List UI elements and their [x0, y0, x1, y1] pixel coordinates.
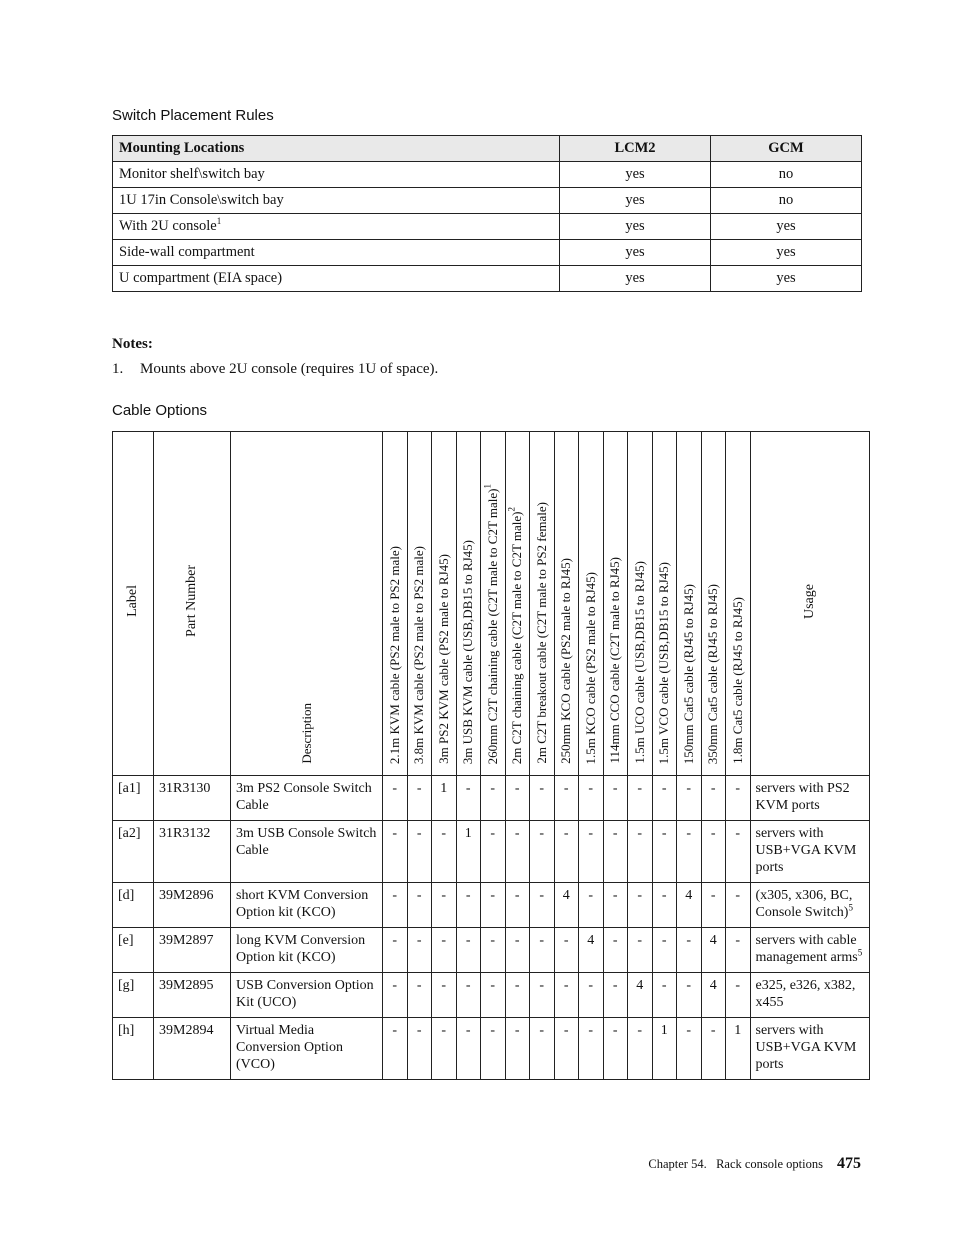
note-text: Mounts above 2U console (requires 1U of space). [140, 361, 439, 377]
cell-quantity: - [505, 928, 530, 973]
location-text: With 2U console [119, 218, 217, 234]
header-cable-1-text-wrap [387, 540, 403, 770]
cell-label: [d] [113, 883, 154, 928]
page-footer [648, 1155, 861, 1173]
usage-text: servers with USB+VGA KVM ports [755, 1023, 857, 1072]
header-cable-15-text: 1.8m Cat5 cable (RJ45 to RJ45) [729, 597, 745, 764]
header-label [113, 432, 154, 776]
cell-location [113, 214, 560, 240]
usage-text: servers with USB+VGA KVM ports [755, 826, 857, 875]
switch-table-row [113, 188, 862, 214]
usage-text: servers with PS2 KVM ports [755, 781, 850, 813]
cell-usage [750, 973, 870, 1018]
header-cable-1 [383, 432, 408, 776]
cell-quantity: - [407, 821, 432, 883]
cell-part-number: 31R3132 [154, 821, 231, 883]
switch-table-row [113, 240, 862, 266]
cable-table-header-row [113, 432, 870, 776]
cell-quantity: - [530, 821, 555, 883]
cell-quantity: - [407, 928, 432, 973]
cell-quantity: - [481, 821, 506, 883]
cell-quantity: - [505, 776, 530, 821]
header-cable-13 [677, 432, 702, 776]
cell-quantity: - [628, 821, 653, 883]
cell-quantity: - [726, 973, 751, 1018]
cell-part-number: 39M2895 [154, 973, 231, 1018]
cell-description: long KVM Conversion Option kit (KCO) [231, 928, 383, 973]
header-lcm2: LCM2 [560, 136, 711, 162]
cell-lcm2: yes [560, 240, 711, 266]
header-gcm: GCM [711, 136, 862, 162]
cell-usage [750, 776, 870, 821]
cell-quantity: - [554, 1018, 579, 1080]
cell-label: [a1] [113, 776, 154, 821]
cell-lcm2: yes [560, 162, 711, 188]
cable-table-row [113, 1018, 870, 1080]
header-usage-text-wrap [802, 584, 818, 619]
header-description-text: Description [298, 703, 314, 764]
cell-quantity: - [432, 821, 457, 883]
header-cable-4-text: 3m USB KVM cable (USB,DB15 to RJ45) [460, 539, 476, 764]
header-cable-5 [481, 432, 506, 776]
cell-quantity: - [456, 776, 481, 821]
header-cable-5-text-wrap [482, 478, 501, 770]
header-cable-2-text: 3.8m KVM cable (PS2 male to PS2 male) [411, 545, 427, 764]
cable-table-row [113, 973, 870, 1018]
cell-quantity: - [579, 883, 604, 928]
cell-quantity: - [628, 1018, 653, 1080]
header-cable-3-text: 3m PS2 KVM cable (PS2 male to RJ45) [435, 554, 451, 764]
cell-quantity: - [554, 776, 579, 821]
cell-quantity: 4 [628, 973, 653, 1018]
cable-table-row [113, 883, 870, 928]
cell-quantity: - [652, 821, 677, 883]
cell-quantity: 4 [579, 928, 604, 973]
header-cable-7-text: 2m C2T breakout cable (C2T male to PS2 female) [533, 502, 549, 764]
cell-gcm: no [711, 162, 862, 188]
header-cable-14-text-wrap [705, 578, 721, 770]
cell-quantity: - [456, 928, 481, 973]
cell-quantity: - [432, 973, 457, 1018]
cell-quantity: 4 [701, 928, 726, 973]
cell-quantity: - [603, 776, 628, 821]
header-cable-6-text: 2m C2T chaining cable (C2T male to C2T male) [509, 511, 525, 764]
cell-usage [750, 821, 870, 883]
chapter-title: Chapter 54. Rack console options [648, 1157, 823, 1171]
cell-quantity: - [701, 883, 726, 928]
cell-description: short KVM Conversion Option kit (KCO) [231, 883, 383, 928]
cell-part-number: 39M2896 [154, 883, 231, 928]
cell-quantity: - [652, 883, 677, 928]
cell-quantity: - [383, 928, 408, 973]
switch-table-header-row [113, 136, 862, 162]
cell-quantity: - [603, 1018, 628, 1080]
cell-quantity: - [554, 973, 579, 1018]
cell-quantity: - [530, 973, 555, 1018]
cell-description: 3m PS2 Console Switch Cable [231, 776, 383, 821]
cell-quantity: - [603, 973, 628, 1018]
header-cable-11-text-wrap [632, 555, 648, 770]
cell-quantity: - [383, 973, 408, 1018]
footnote-ref: 1 [216, 216, 222, 227]
header-cable-14 [701, 432, 726, 776]
cell-quantity: - [481, 1018, 506, 1080]
cell-quantity: 1 [456, 821, 481, 883]
cell-quantity: - [505, 1018, 530, 1080]
switch-placement-heading: Switch Placement Rules [112, 107, 274, 124]
header-cable-9-text: 1.5m KCO cable (PS2 male to RJ45) [582, 571, 598, 764]
cell-location [113, 240, 560, 266]
cell-quantity: - [432, 883, 457, 928]
header-label-text-wrap [125, 585, 141, 617]
switch-table-row [113, 162, 862, 188]
cell-quantity: - [407, 973, 432, 1018]
cell-quantity: - [579, 821, 604, 883]
note-item [112, 361, 438, 378]
header-cable-12 [652, 432, 677, 776]
cell-quantity: - [530, 1018, 555, 1080]
footnote-ref: 2 [506, 506, 517, 512]
switch-table-row [113, 266, 862, 292]
header-part-number-text-wrap [184, 565, 200, 637]
location-text: 1U 17in Console\switch bay [119, 192, 284, 208]
header-cable-8 [554, 432, 579, 776]
cell-label: [e] [113, 928, 154, 973]
header-mounting-locations: Mounting Locations [113, 136, 560, 162]
footnote-ref: 1 [482, 483, 493, 489]
header-cable-3 [432, 432, 457, 776]
cell-location [113, 266, 560, 292]
header-cable-13-text-wrap [681, 578, 697, 770]
cell-location [113, 162, 560, 188]
cell-quantity: - [726, 928, 751, 973]
cell-quantity: - [456, 883, 481, 928]
page-number: 475 [837, 1155, 861, 1172]
location-text: Monitor shelf\switch bay [119, 166, 265, 182]
header-cable-5-text: 260mm C2T chaining cable (C2T male to C2T male) [484, 488, 500, 764]
cell-quantity: 4 [701, 973, 726, 1018]
cell-quantity: - [652, 973, 677, 1018]
header-cable-8-text-wrap [558, 552, 574, 770]
header-cable-9 [579, 432, 604, 776]
cell-usage [750, 928, 870, 973]
cell-quantity: - [579, 973, 604, 1018]
cell-quantity: - [726, 821, 751, 883]
header-cable-7 [530, 432, 555, 776]
header-cable-6-text-wrap [506, 501, 525, 770]
cell-quantity: - [677, 1018, 702, 1080]
cell-quantity: - [432, 928, 457, 973]
header-cable-14-text: 350mm Cat5 cable (RJ45 to RJ45) [705, 583, 721, 764]
cell-quantity: - [603, 821, 628, 883]
header-cable-7-text-wrap [534, 496, 550, 770]
header-label-text: Label [125, 585, 140, 617]
cell-quantity: - [603, 928, 628, 973]
cell-quantity: - [383, 1018, 408, 1080]
cell-part-number: 31R3130 [154, 776, 231, 821]
header-cable-1-text: 2.1m KVM cable (PS2 male to PS2 male) [386, 545, 402, 764]
cell-quantity: - [579, 776, 604, 821]
header-cable-4 [456, 432, 481, 776]
cell-quantity: - [603, 883, 628, 928]
cell-quantity: - [481, 776, 506, 821]
header-part-number [154, 432, 231, 776]
cable-table-row [113, 776, 870, 821]
header-cable-10 [603, 432, 628, 776]
cell-quantity: 4 [677, 883, 702, 928]
cell-quantity: - [628, 928, 653, 973]
footnote-ref: 5 [857, 947, 863, 958]
cell-description: 3m USB Console Switch Cable [231, 821, 383, 883]
cell-lcm2: yes [560, 266, 711, 292]
cell-quantity: - [652, 928, 677, 973]
cell-quantity: - [652, 776, 677, 821]
header-cable-15-text-wrap [730, 591, 746, 770]
cell-gcm: no [711, 188, 862, 214]
usage-text: (x305, x306, BC, Console Switch) [755, 888, 853, 920]
cell-lcm2: yes [560, 188, 711, 214]
header-cable-3-text-wrap [436, 548, 452, 770]
note-number: 1. [112, 361, 124, 377]
cell-quantity: - [628, 883, 653, 928]
cell-quantity: - [383, 821, 408, 883]
cell-part-number: 39M2897 [154, 928, 231, 973]
switch-placement-table [112, 135, 862, 292]
cell-quantity: - [677, 973, 702, 1018]
cell-description: USB Conversion Option Kit (UCO) [231, 973, 383, 1018]
cell-quantity: - [530, 883, 555, 928]
header-cable-2-text-wrap [411, 540, 427, 770]
cell-label: [h] [113, 1018, 154, 1080]
header-cable-8-text: 250mm KCO cable (PS2 male to RJ45) [558, 558, 574, 764]
cable-table-row [113, 821, 870, 883]
cell-quantity: - [456, 1018, 481, 1080]
header-cable-11-text: 1.5m UCO cable (USB,DB15 to RJ45) [631, 561, 647, 764]
header-cable-11 [628, 432, 653, 776]
cell-quantity: - [383, 776, 408, 821]
switch-table-row [113, 214, 862, 240]
cell-quantity: - [726, 883, 751, 928]
header-cable-10-text: 114mm CCO cable (C2T male to RJ45) [607, 557, 623, 764]
notes-title: Notes: [112, 336, 153, 352]
header-cable-13-text: 150mm Cat5 cable (RJ45 to RJ45) [680, 583, 696, 764]
cell-lcm2: yes [560, 214, 711, 240]
cell-quantity: - [628, 776, 653, 821]
cell-label: [g] [113, 973, 154, 1018]
cell-quantity: - [407, 1018, 432, 1080]
cell-quantity: 1 [652, 1018, 677, 1080]
cell-quantity: - [530, 928, 555, 973]
cell-quantity: - [505, 973, 530, 1018]
cell-quantity: - [530, 776, 555, 821]
cell-quantity: - [481, 928, 506, 973]
cell-quantity: - [677, 928, 702, 973]
cell-usage [750, 1018, 870, 1080]
usage-text: e325, e326, x382, x455 [755, 978, 856, 1010]
header-cable-15 [726, 432, 751, 776]
cell-gcm: yes [711, 240, 862, 266]
cell-quantity: - [579, 1018, 604, 1080]
cell-quantity: - [701, 1018, 726, 1080]
cell-location [113, 188, 560, 214]
header-usage-text: Usage [801, 583, 817, 619]
header-cable-12-text: 1.5m VCO cable (USB,DB15 to RJ45) [656, 561, 672, 764]
footnote-ref: 5 [848, 902, 853, 913]
cell-quantity: - [407, 776, 432, 821]
cell-usage [750, 883, 870, 928]
header-cable-4-text-wrap [460, 534, 476, 770]
cable-table-row [113, 928, 870, 973]
cable-options-heading: Cable Options [112, 402, 208, 419]
cell-quantity: - [701, 821, 726, 883]
cell-quantity: - [481, 973, 506, 1018]
location-text: Side-wall compartment [119, 244, 255, 260]
cell-gcm: yes [711, 214, 862, 240]
cell-gcm: yes [711, 266, 862, 292]
header-description-text-wrap [299, 697, 315, 770]
cell-quantity: - [481, 883, 506, 928]
header-part-number-text: Part Number [184, 565, 199, 637]
cell-quantity: - [701, 776, 726, 821]
header-cable-12-text-wrap [656, 556, 672, 770]
usage-text: servers with cable management arms [755, 933, 858, 965]
cell-quantity: - [383, 883, 408, 928]
cable-options-table [112, 431, 870, 1080]
header-usage [750, 432, 870, 776]
cell-quantity: - [505, 883, 530, 928]
cell-quantity: 1 [726, 1018, 751, 1080]
cell-quantity: - [456, 973, 481, 1018]
header-cable-9-text-wrap [583, 566, 599, 770]
cell-quantity: - [432, 1018, 457, 1080]
cell-quantity: 1 [432, 776, 457, 821]
header-cable-6 [505, 432, 530, 776]
cell-part-number: 39M2894 [154, 1018, 231, 1080]
cell-quantity: - [726, 776, 751, 821]
cell-quantity: - [677, 776, 702, 821]
cell-quantity: 4 [554, 883, 579, 928]
cell-quantity: - [677, 821, 702, 883]
header-cable-10-text-wrap [607, 551, 623, 770]
cell-quantity: - [407, 883, 432, 928]
location-text: U compartment (EIA space) [119, 270, 283, 286]
cell-description: Virtual Media Conversion Option (VCO) [231, 1018, 383, 1080]
cell-quantity: - [554, 821, 579, 883]
cell-label: [a2] [113, 821, 154, 883]
cell-quantity: - [505, 821, 530, 883]
header-description [231, 432, 383, 776]
header-cable-2 [407, 432, 432, 776]
cell-quantity: - [554, 928, 579, 973]
